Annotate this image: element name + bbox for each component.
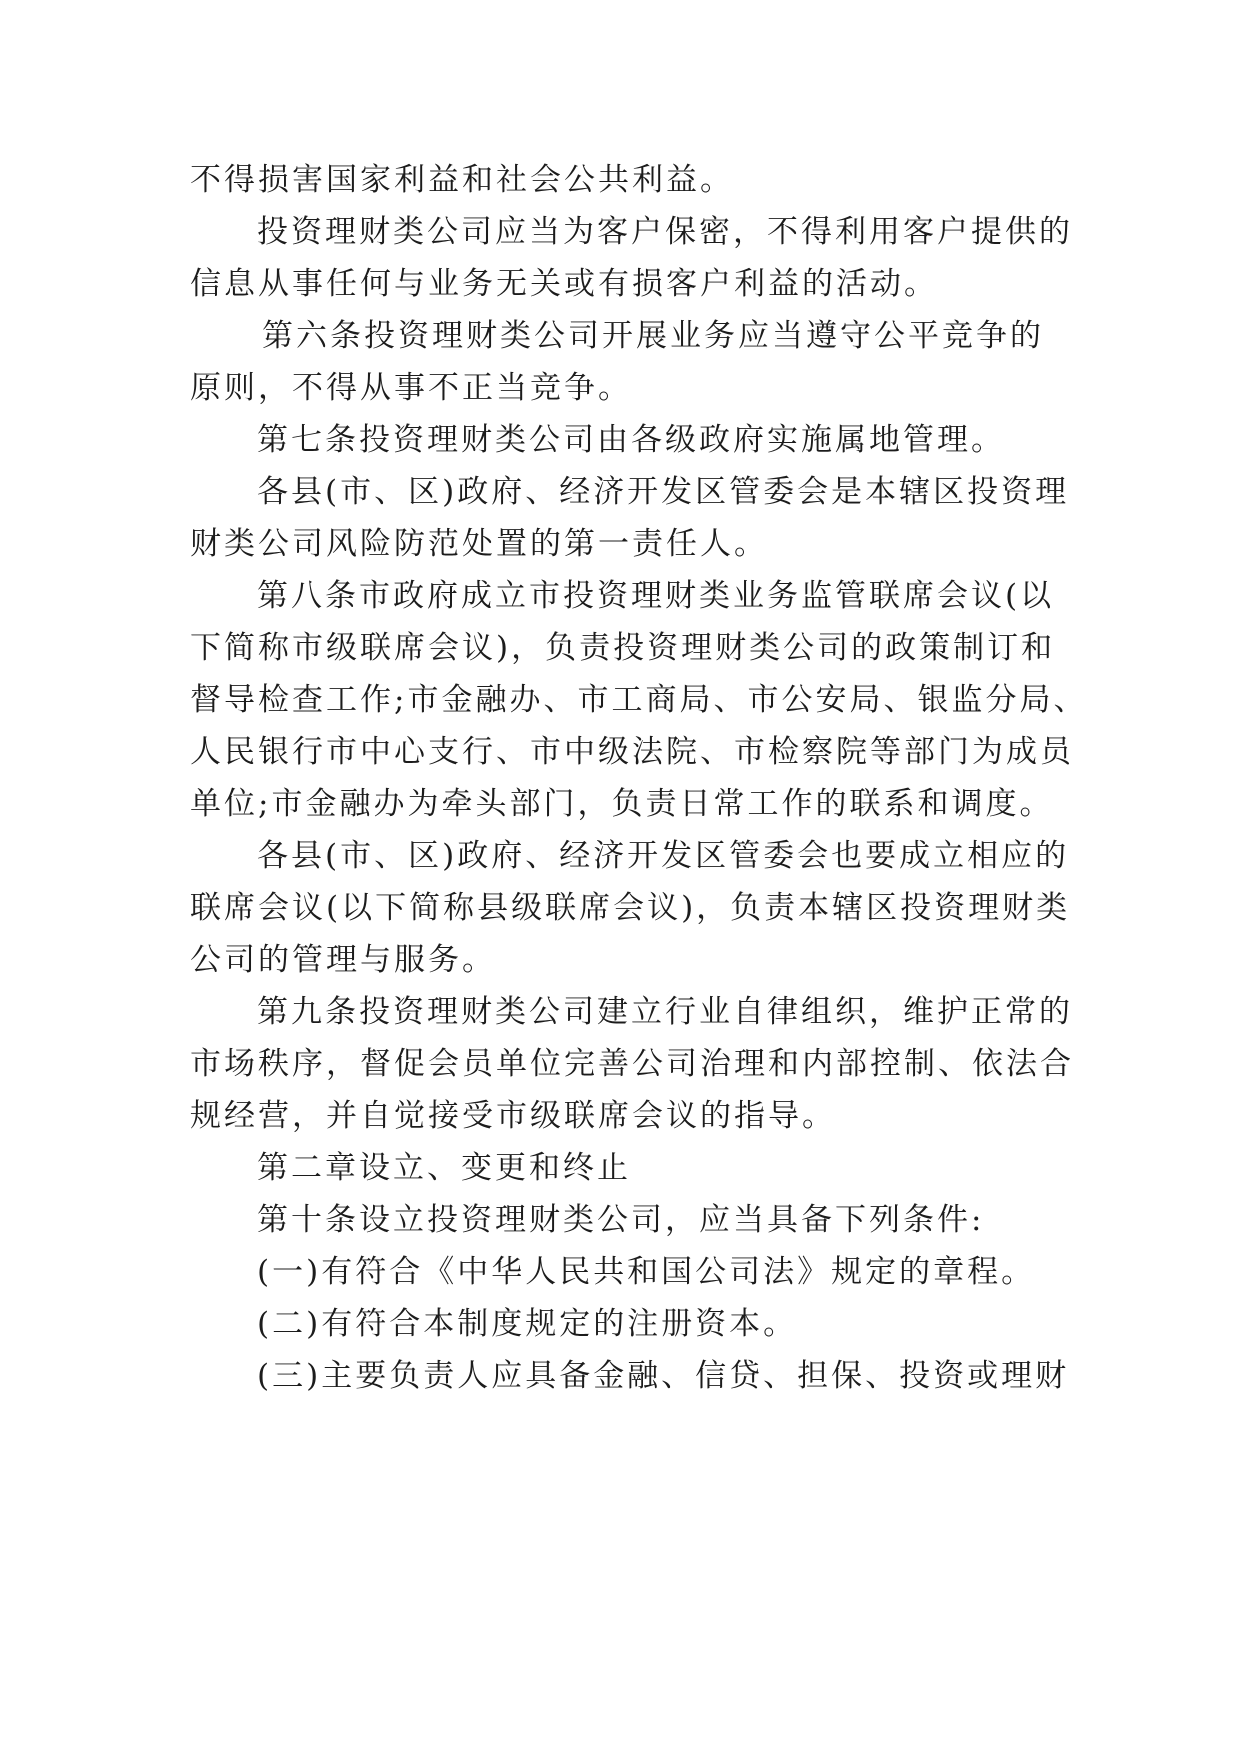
text-line: 督导检查工作;市金融办、市工商局、市公安局、银监分局、: [190, 682, 1088, 718]
text-line: 联席会议(以下简称县级联席会议)，负责本辖区投资理财类: [190, 890, 1071, 926]
text-line: 第六条投资理财类公司开展业务应当遵守公平竞争的: [262, 318, 1044, 354]
text-line: 财类公司风险防范处置的第一责任人。: [190, 526, 768, 562]
list-item: (一)有符合《中华人民共和国公司法》规定的章程。: [257, 1254, 1036, 1290]
text-line: 信息从事任何与业务无关或有损客户利益的活动。: [190, 266, 938, 302]
text-line: 第九条投资理财类公司建立行业自律组织，维护正常的: [257, 994, 1073, 1030]
text-line: 第七条投资理财类公司由各级政府实施属地管理。: [257, 422, 1005, 458]
chapter-heading: 第二章设立、变更和终止: [257, 1150, 631, 1186]
text-line: 投资理财类公司应当为客户保密，不得利用客户提供的: [257, 214, 1073, 250]
list-item: (二)有符合本制度规定的注册资本。: [257, 1306, 798, 1342]
text-line: 第八条市政府成立市投资理财类业务监管联席会议(以: [257, 578, 1055, 614]
text-line: 原则，不得从事不正当竞争。: [190, 370, 632, 406]
text-line: 不得损害国家利益和社会公共利益。: [190, 162, 734, 198]
text-line: 规经营，并自觉接受市级联席会议的指导。: [190, 1098, 836, 1134]
text-line: 公司的管理与服务。: [190, 942, 496, 978]
list-item: (三)主要负责人应具备金融、信贷、担保、投资或理财: [257, 1358, 1070, 1394]
text-line: 第十条设立投资理财类公司，应当具备下列条件:: [257, 1202, 985, 1238]
text-line: 单位;市金融办为牵头部门，负责日常工作的联系和调度。: [190, 786, 1054, 822]
text-line: 下简称市级联席会议)，负责投资理财类公司的政策制订和: [190, 630, 1056, 666]
text-line: 市场秩序，督促会员单位完善公司治理和内部控制、依法合: [190, 1046, 1074, 1082]
text-line: 人民银行市中心支行、市中级法院、市检察院等部门为成员: [190, 734, 1074, 770]
text-line: 各县(市、区)政府、经济开发区管委会是本辖区投资理: [257, 474, 1070, 510]
text-line: 各县(市、区)政府、经济开发区管委会也要成立相应的: [257, 838, 1070, 874]
